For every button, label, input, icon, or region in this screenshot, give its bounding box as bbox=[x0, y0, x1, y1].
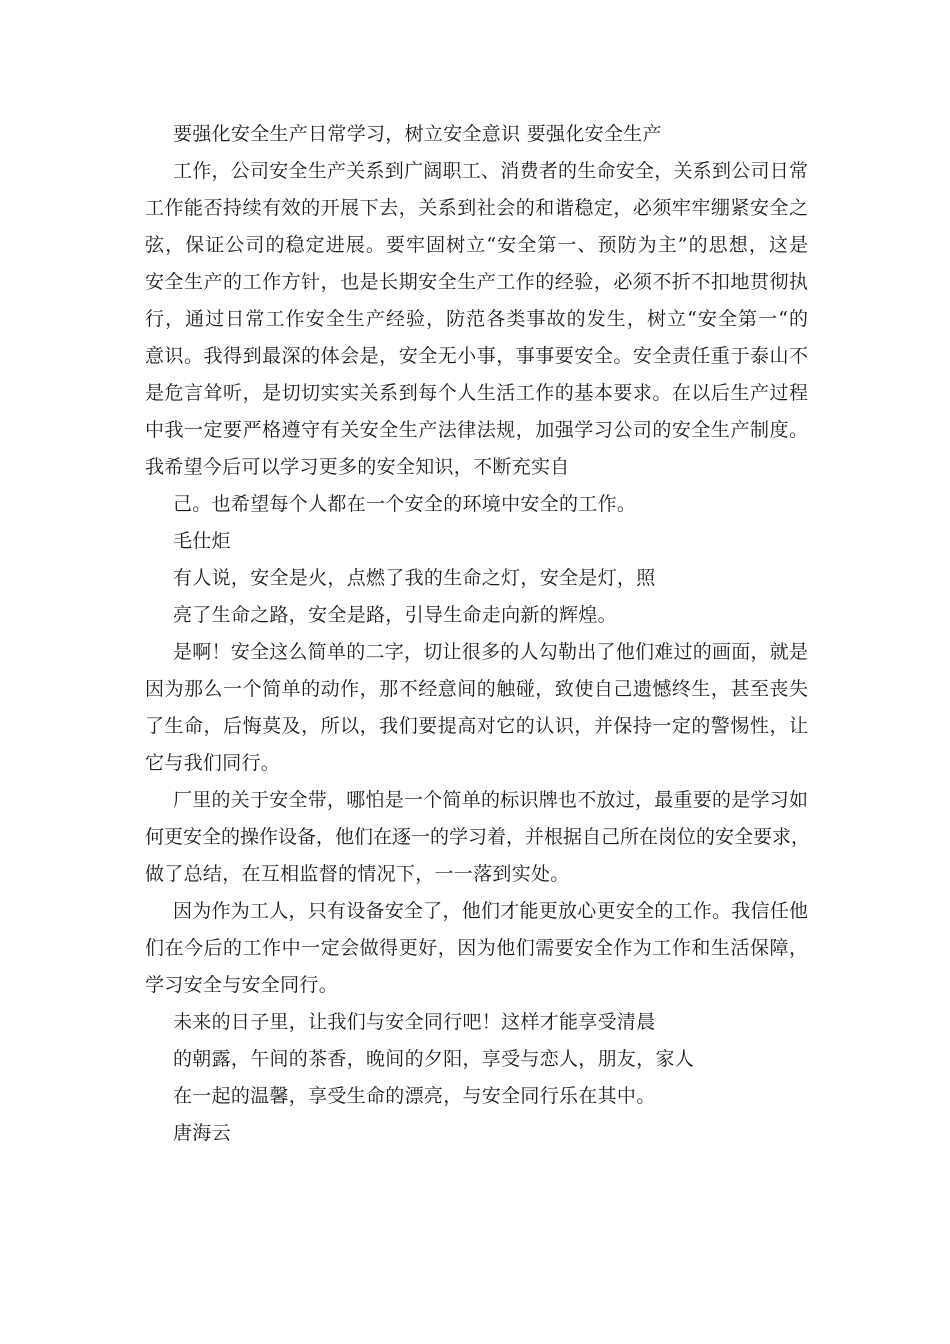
text-line-6: 行，通过日常工作安全生产经验，防范各类事故的发生，树立“安全第一“的 bbox=[145, 308, 808, 330]
text-line-1: 要强化安全生产日常学习，树立安全意识 要强化安全生产 bbox=[173, 123, 662, 145]
text-line-21: 做了总结，在互相监督的情况下，一一落到实处。 bbox=[145, 863, 570, 885]
text-line-7: 意识。我得到最深的体会是，安全无小事，事事要安全。安全责任重于泰山不 bbox=[145, 345, 808, 367]
text-line-23: 们在今后的工作中一定会做得更好，因为他们需要安全作为工作和生活保障， bbox=[145, 937, 808, 959]
text-line-26: 的朝露，午间的茶香，晚间的夕阳，享受与恋人，朋友，家人 bbox=[173, 1048, 695, 1070]
author-name-1: 毛仕炬 bbox=[173, 530, 231, 552]
text-line-24: 学习安全与安全同行。 bbox=[145, 974, 339, 996]
text-line-11: 己。也希望每个人都在一个安全的环境中安全的工作。 bbox=[173, 493, 637, 515]
text-line-17: 了生命，后悔莫及，所以，我们要提高对它的认识，并保持一定的警惕性，让 bbox=[145, 715, 808, 737]
text-line-13: 有人说，安全是火，点燃了我的生命之灯，安全是灯，照 bbox=[173, 567, 656, 589]
text-line-14: 亮了生命之路，安全是路，引导生命走向新的辉煌。 bbox=[173, 604, 617, 626]
text-line-2: 工作，公司安全生产关系到广阔职工、消费者的生命安全，关系到公司日常 bbox=[173, 160, 808, 182]
text-line-10: 我希望今后可以学习更多的安全知识，不断充实自 bbox=[145, 456, 570, 478]
text-line-9: 中我一定要严格遵守有关安全生产法律法规，加强学习公司的安全生产制度。 bbox=[145, 419, 808, 441]
text-line-4: 弦，保证公司的稳定进展。要牢固树立“安全第一、预防为主”的思想，这是 bbox=[145, 234, 808, 256]
text-line-5: 安全生产的工作方针，也是长期安全生产工作的经验，必须不折不扣地贯彻执 bbox=[145, 271, 808, 293]
text-line-27: 在一起的温馨，享受生命的漂亮，与安全同行乐在其中。 bbox=[173, 1085, 656, 1107]
author-name-2: 唐海云 bbox=[173, 1122, 231, 1144]
text-line-18: 它与我们同行。 bbox=[145, 752, 281, 774]
text-line-16: 因为那么一个简单的动作，那不经意间的触碰，致使自己遗憾终生，甚至丧失 bbox=[145, 678, 808, 700]
text-line-19: 厂里的关于安全带，哪怕是一个简单的标识牌也不放过，最重要的是学习如 bbox=[173, 789, 808, 811]
text-line-15: 是啊！安全这么简单的二字，切让很多的人勾勒出了他们难过的画面，就是 bbox=[173, 641, 808, 663]
text-line-3: 工作能否持续有效的开展下去，关系到社会的和谐稳定，必须牢牢绷紧安全之 bbox=[145, 197, 808, 219]
text-line-22: 因为作为工人，只有设备安全了，他们才能更放心更安全的工作。我信任他 bbox=[173, 900, 808, 922]
text-line-20: 何更安全的操作设备，他们在逐一的学习着，并根据自己所在岗位的安全要求， bbox=[145, 826, 811, 848]
text-line-25: 未来的日子里，让我们与安全同行吧！这样才能享受清晨 bbox=[173, 1011, 656, 1033]
text-line-8: 是危言耸听，是切切实实关系到每个人生活工作的基本要求。在以后生产过程 bbox=[145, 382, 808, 404]
